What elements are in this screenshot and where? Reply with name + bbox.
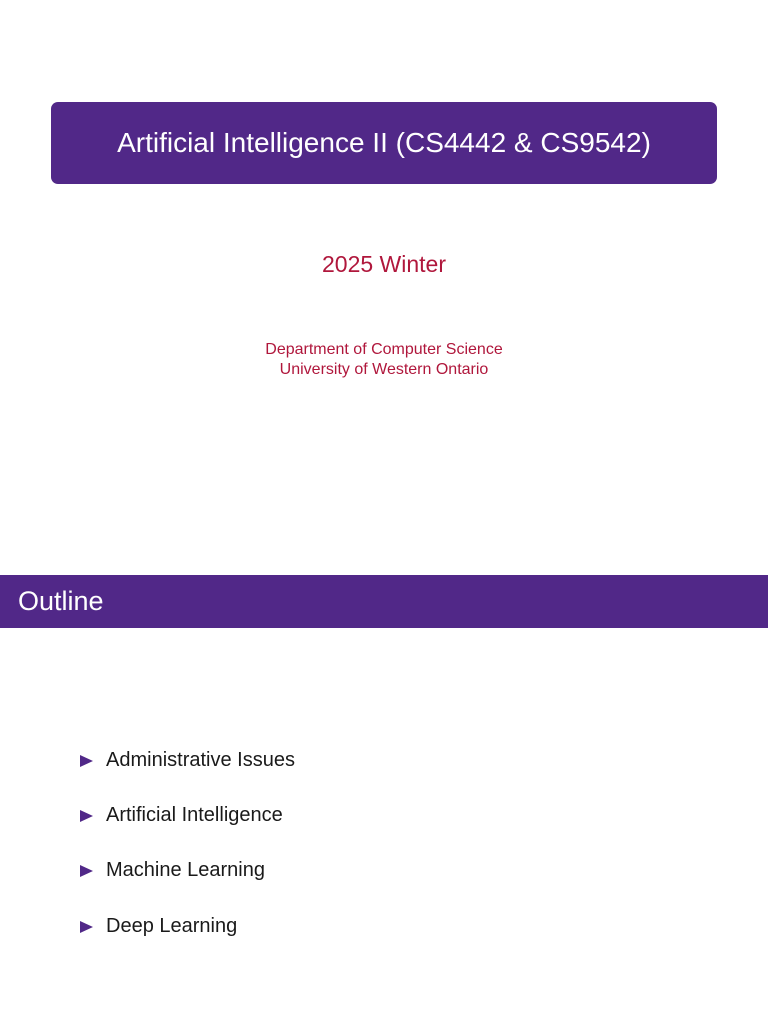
frame-title: Outline — [18, 586, 104, 616]
list-item — [0, 857, 768, 887]
triangle-bullet-icon — [80, 865, 93, 877]
slide-title: Artificial Intelligence II (CS4442 & CS9542) — [117, 127, 651, 158]
triangle-bullet-icon — [80, 755, 93, 767]
slide-date: 2025 Winter — [321, 251, 446, 277]
list-item — [0, 802, 768, 832]
list-item — [0, 913, 768, 943]
list-item-label: Machine Learning — [106, 859, 265, 881]
outline-slide — [0, 575, 768, 1024]
list-item-label: Artificial Intelligence — [106, 804, 283, 826]
list-item-label: Administrative Issues — [106, 749, 295, 771]
institute — [0, 340, 768, 380]
list-item-label: Deep Learning — [106, 915, 238, 937]
institute-department: Department of Computer Science — [265, 341, 503, 358]
triangle-bullet-icon — [80, 921, 93, 933]
list-item — [0, 747, 768, 777]
frame-title-bar — [0, 575, 768, 628]
title-box — [51, 102, 717, 184]
institute-university: University of Western Ontario — [279, 361, 489, 378]
triangle-bullet-icon — [80, 810, 93, 822]
